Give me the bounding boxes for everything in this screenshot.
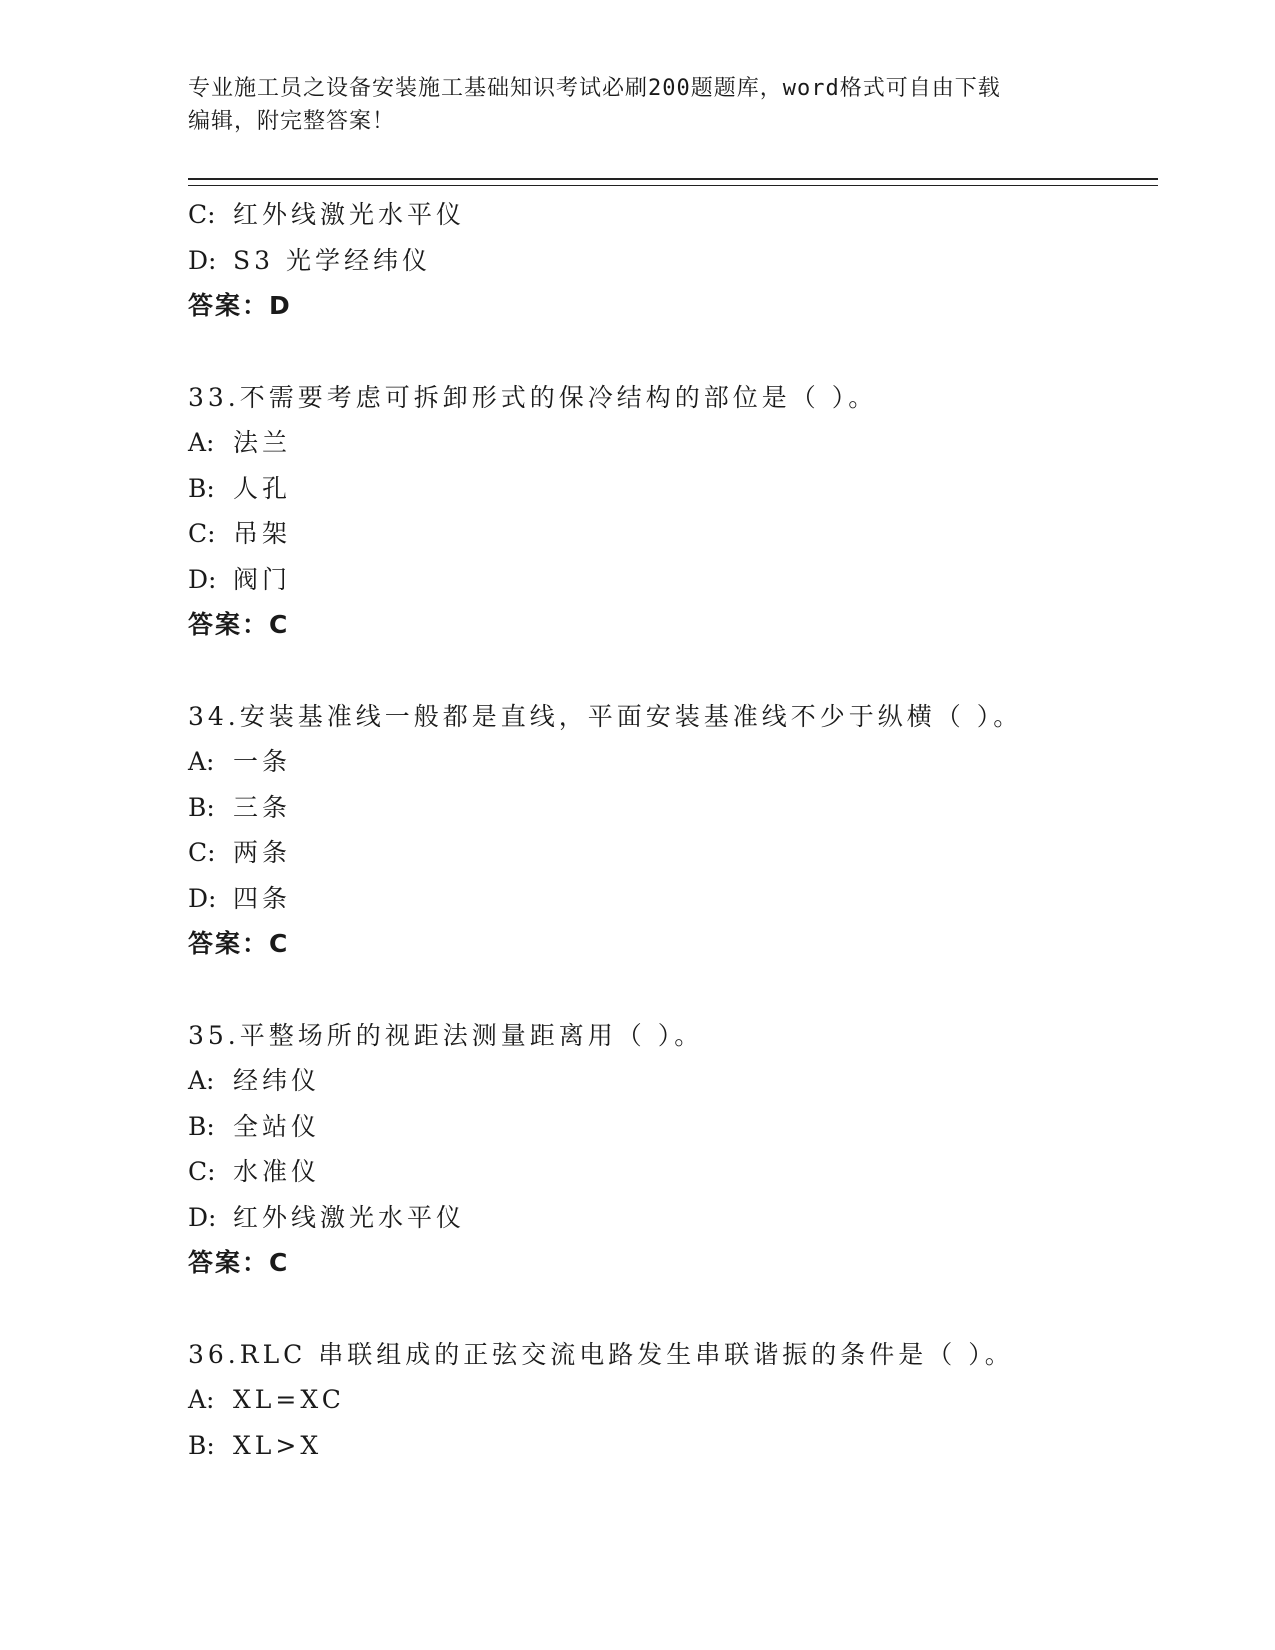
- header-title-line-1: 专业施工员之设备安装施工基础知识考试必刷200题题库，word格式可自由下载: [188, 76, 1001, 101]
- option-letter: D:: [188, 564, 217, 594]
- header-divider: [188, 178, 1158, 186]
- option-b: [188, 785, 1188, 831]
- option-c: [188, 1149, 1188, 1195]
- option-text: 全站仪: [233, 1111, 321, 1141]
- option-text: S3 光学经纬仪: [233, 245, 431, 275]
- option-text: 两条: [233, 838, 292, 867]
- option-letter: C:: [188, 838, 216, 867]
- option-letter: B:: [188, 473, 215, 503]
- option-a: [188, 420, 1188, 466]
- option-letter: A:: [188, 428, 215, 457]
- answer-line: 答案：C: [188, 929, 290, 958]
- option-letter: A:: [188, 1066, 215, 1095]
- option-a: [188, 739, 1188, 785]
- option-b: [188, 1423, 1188, 1469]
- answer-line: 答案：D: [188, 291, 292, 320]
- answer-line: 答案：C: [188, 610, 290, 639]
- question-stem: 36.RLC 串联组成的正弦交流电路发生串联谐振的条件是（ ）。: [188, 1339, 1014, 1369]
- option-letter: A:: [188, 747, 215, 776]
- option-text: 法兰: [233, 428, 292, 457]
- question-stem: 33.不需要考虑可拆卸形式的保冷结构的部位是（ ）。: [188, 382, 878, 412]
- option-letter: D:: [188, 883, 217, 913]
- option-letter: A:: [188, 1385, 215, 1414]
- option-letter: B:: [188, 1111, 215, 1141]
- option-text: 经纬仪: [233, 1066, 321, 1095]
- header-title-line-2: 编辑，附完整答案！: [188, 109, 396, 134]
- option-c: [188, 511, 1188, 557]
- option-letter: C:: [188, 1157, 216, 1186]
- question-list: [188, 192, 1188, 1468]
- option-text: 三条: [233, 792, 292, 822]
- option-d: [188, 238, 1188, 284]
- option-d: [188, 876, 1188, 922]
- option-a: [188, 1377, 1188, 1423]
- option-d: [188, 557, 1188, 603]
- question-stem: 35.平整场所的视距法测量距离用（ ）。: [188, 1020, 704, 1050]
- option-text: 红外线激光水平仪: [233, 1202, 466, 1232]
- option-a: [188, 1058, 1188, 1104]
- option-letter: C:: [188, 519, 216, 548]
- option-text: 一条: [233, 747, 292, 776]
- option-text: 阀门: [233, 564, 292, 594]
- option-text: 人孔: [233, 473, 292, 503]
- option-text: XL>X: [233, 1430, 323, 1460]
- option-text: 吊架: [233, 519, 292, 548]
- option-b: [188, 1104, 1188, 1150]
- option-b: [188, 466, 1188, 512]
- option-c: [188, 830, 1188, 876]
- option-text: XL=XC: [233, 1385, 345, 1414]
- option-text: 水准仪: [233, 1157, 321, 1186]
- question-stem: 34.安装基准线一般都是直线，平面安装基准线不少于纵横（ ）。: [188, 701, 1023, 731]
- option-letter: D:: [188, 245, 217, 275]
- answer-line: 答案：C: [188, 1248, 290, 1277]
- document-header: [188, 72, 1088, 138]
- option-letter: B:: [188, 792, 215, 822]
- option-letter: C:: [188, 200, 216, 229]
- option-text: 红外线激光水平仪: [233, 200, 466, 229]
- option-letter: B:: [188, 1430, 215, 1460]
- option-c: [188, 192, 1188, 238]
- option-letter: D:: [188, 1202, 217, 1232]
- option-d: [188, 1195, 1188, 1241]
- option-text: 四条: [233, 883, 292, 913]
